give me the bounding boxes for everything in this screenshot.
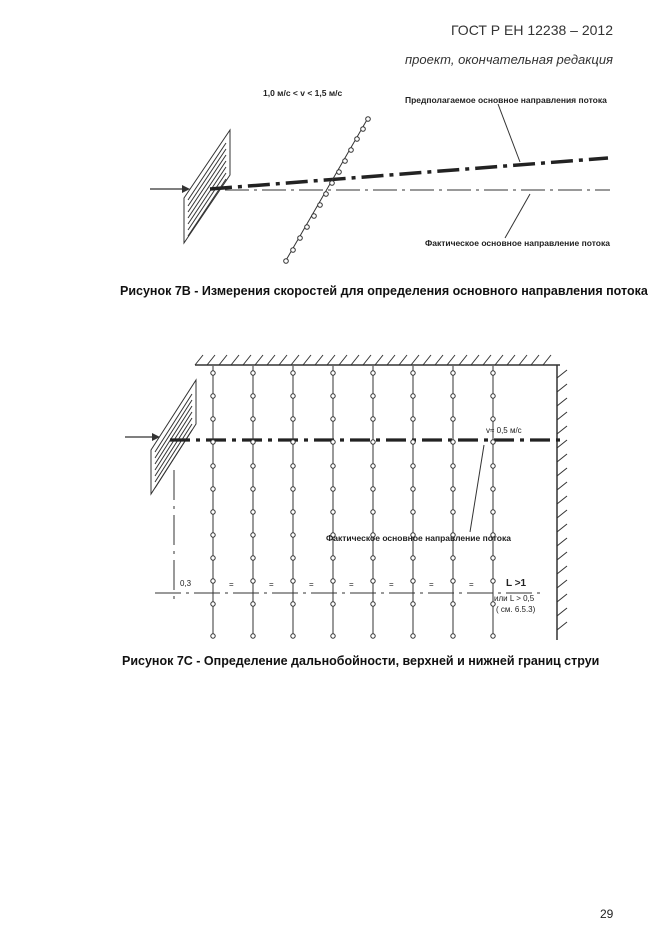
measurement-point [251,510,255,514]
measurement-point [411,634,415,638]
velocity-label: v≈ 0,5 м/с [486,426,522,435]
measurement-point [291,602,295,606]
measurement-point [411,464,415,468]
measurement-point [291,440,295,444]
measurement-point [491,371,495,375]
velocity-range-label: 1,0 м/с < v < 1,5 м/с [263,88,343,98]
measurement-point [331,579,335,583]
equal-mark: = [309,580,314,589]
measurement-point [331,487,335,491]
measurement-point [411,602,415,606]
caption-figure-7b: Рисунок 7В - Измерения скоростей для определения основного направления потока [120,284,648,298]
actual-direction-label-7c: Фактическое основное направление потока [326,533,511,543]
measurement-point [411,510,415,514]
measurement-point [211,440,215,444]
measurement-point [291,394,295,398]
measurement-point [491,556,495,560]
measurement-point [411,556,415,560]
equal-mark: = [269,580,274,589]
measurement-point [371,510,375,514]
measurement-point [451,510,455,514]
equal-mark: = [429,580,434,589]
l-label-3: ( см. 6.5.3) [496,605,536,614]
measurement-point [371,417,375,421]
measurement-point [411,371,415,375]
measurement-point [251,556,255,560]
actual-direction-label-7b: Фактическое основное направление потока [425,238,610,248]
measurement-point [291,417,295,421]
measurement-point [371,602,375,606]
measurement-point [371,556,375,560]
measurement-point [251,634,255,638]
measurement-point [331,464,335,468]
measurement-point [451,371,455,375]
measurement-point [331,394,335,398]
measurement-point [251,533,255,537]
equal-mark: = [389,580,394,589]
first-spacing-label: 0,3 [180,579,192,588]
document-code: ГОСТ Р ЕН 12238 – 2012 [451,22,613,38]
measurement-point [291,371,295,375]
measurement-point [411,440,415,444]
measurement-point [411,579,415,583]
measurement-point [411,394,415,398]
document-status: проект, окончательная редакция [405,52,613,67]
measurement-point [251,487,255,491]
measurement-point [451,556,455,560]
l-label-2: или L > 0,5 [494,594,535,603]
measurement-point [251,371,255,375]
actual-leader-7c [470,445,484,532]
measurement-point [491,464,495,468]
measurement-point [451,440,455,444]
measurement-point [211,634,215,638]
measurement-point [331,440,335,444]
measurement-verticals [213,366,493,636]
measurement-point [331,417,335,421]
measurement-point [211,556,215,560]
ceiling-hatch [195,355,551,365]
measurement-point [491,634,495,638]
measurement-point [371,371,375,375]
measurement-point [491,510,495,514]
measurement-point [331,510,335,514]
measurement-point [291,579,295,583]
measurement-point [291,487,295,491]
equal-mark: = [469,580,474,589]
caption-figure-7c: Рисунок 7С - Определение дальнобойности, верхней и нижней границ струи [122,654,600,668]
measurement-point [291,533,295,537]
measurement-point [451,634,455,638]
measurement-point [371,394,375,398]
measurement-point [371,579,375,583]
measurement-point [211,533,215,537]
l-label-1: L >1 [506,578,527,589]
measurement-point [211,417,215,421]
measurement-point [251,417,255,421]
measurement-point [491,440,495,444]
measurement-point [251,602,255,606]
measurement-point [251,464,255,468]
measurement-point [411,417,415,421]
measurement-point [211,487,215,491]
measurement-point [371,634,375,638]
measurement-point [251,394,255,398]
measurement-point [251,440,255,444]
measurement-point [211,394,215,398]
measurement-point [291,634,295,638]
measurement-point [411,487,415,491]
measurement-point [211,464,215,468]
measurement-point [371,487,375,491]
measurement-point [491,417,495,421]
measurement-point [451,464,455,468]
measurement-point [291,556,295,560]
measurement-point [331,634,335,638]
measurement-point [451,579,455,583]
measurement-point [451,417,455,421]
assumed-direction-label: Предполагаемое основное направления потока [405,95,607,105]
equal-mark: = [229,580,234,589]
measurement-point [211,371,215,375]
measurement-point [371,464,375,468]
measurement-point [211,602,215,606]
measurement-point [251,579,255,583]
measurement-point [211,510,215,514]
measurement-point [291,464,295,468]
wall-hatch [557,370,567,630]
measurement-point [331,371,335,375]
measurement-point [451,487,455,491]
measurement-point [371,440,375,444]
measurement-point [491,487,495,491]
measurement-point [491,394,495,398]
measurement-point [331,556,335,560]
measurement-point [211,579,215,583]
page-number: 29 [600,907,614,921]
measurement-point [491,579,495,583]
equal-mark: = [349,580,354,589]
measurement-point [291,510,295,514]
measurement-point [331,602,335,606]
measurement-point [451,602,455,606]
measurement-point [451,394,455,398]
